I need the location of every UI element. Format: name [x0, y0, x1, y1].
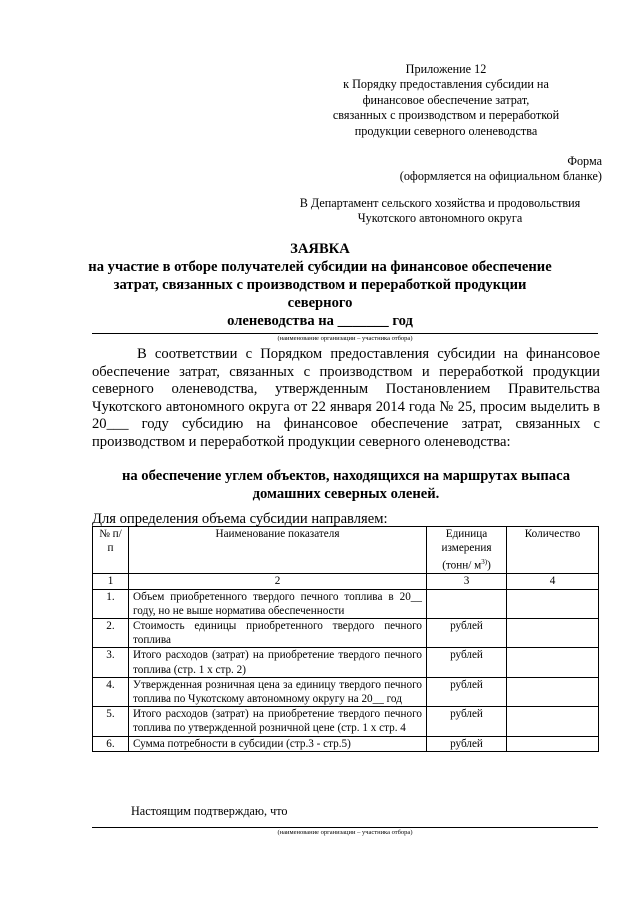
table-intro: Для определения объема субсидии направляем: [92, 511, 388, 527]
form-label: Форма [567, 154, 602, 168]
title-line: на участие в отборе получателей субсидии на финансовое обеспечение [88, 259, 552, 275]
row-name: Сумма потребности в субсидии (стр.3 - стр.5) [129, 736, 427, 751]
table-row [93, 736, 599, 751]
row-unit: рублей [427, 648, 507, 677]
row-qty[interactable] [507, 589, 599, 618]
row-qty[interactable] [507, 618, 599, 647]
table-index-row [93, 574, 599, 589]
index-cell: 1 [93, 574, 129, 589]
row-unit: рублей [427, 736, 507, 751]
confirmation-text: Настоящим подтверждаю, что [131, 804, 288, 818]
table-row [93, 707, 599, 736]
header-unit [427, 527, 507, 574]
row-num: 6. [93, 736, 129, 751]
row-qty[interactable] [507, 736, 599, 751]
header-unit-sup: 3) [481, 558, 488, 567]
title-line: затрат, связанных с производством и переработкой продукции северного [113, 277, 527, 311]
form-note [400, 154, 602, 185]
row-qty[interactable] [507, 648, 599, 677]
appendix-line: финансовое обеспечение затрат, [362, 92, 530, 107]
recipient-line: Чукотского автономного округа [357, 211, 523, 226]
row-unit [427, 589, 507, 618]
row-name: Стоимость единицы приобретенного твердого печного топлива [129, 618, 427, 647]
appendix-header [300, 62, 592, 139]
recipient-line: В Департамент сельского хозяйства и продовольствия [299, 196, 581, 210]
appendix-line: продукции северного оленеводства [354, 123, 538, 138]
title-heading: ЗАЯВКА [290, 241, 350, 257]
document-title [80, 240, 560, 330]
request-paragraph: В соответствии с Порядком предоставления субсидии на финансовое обеспечение затрат, связанных с производством и переработкой продукции северного оленеводства, утвержденным Постановлением Правительства Чукотского автономного округа от 22 января 2014 года № 25, просим выделить в 20___ году субсидию на финансовое обеспечение затрат, связанных с производством и переработкой продукции северного оленеводства: [92, 346, 600, 450]
header-qty: Количество [507, 527, 599, 574]
row-qty[interactable] [507, 707, 599, 736]
table-row [93, 589, 599, 618]
row-num: 5. [93, 707, 129, 736]
row-name: Итого расходов (затрат) на приобретение твердого печного топлива по утвержденной розничной цене (стр. 1 х стр. 4 [129, 707, 427, 736]
title-line: оленеводства на _______ год [227, 313, 413, 329]
header-num: № п/п [93, 527, 129, 574]
row-name: Объем приобретенного твердого печного топлива в 20__ году, но не выше норматива обеспеченности [129, 589, 427, 618]
row-unit: рублей [427, 677, 507, 706]
row-num: 3. [93, 648, 129, 677]
table-row [93, 677, 599, 706]
index-cell: 3 [427, 574, 507, 589]
header-name: Наименование показателя [129, 527, 427, 574]
appendix-line: к Порядку предоставления субсидии на [343, 77, 549, 92]
index-cell: 4 [507, 574, 599, 589]
row-qty[interactable] [507, 677, 599, 706]
appendix-line: Приложение 12 [405, 62, 487, 76]
subsidy-table [92, 526, 599, 752]
header-unit-text: Единица измерения (тонн/ м [441, 528, 492, 573]
org-name-caption-2: (наименование организации – участника отбора) [277, 829, 413, 836]
row-num: 2. [93, 618, 129, 647]
table-row [93, 618, 599, 647]
row-unit: рублей [427, 618, 507, 647]
row-name: Утвержденная розничная цена за единицу твердого печного топлива по Чукотскому автономному округу на 20__ год [129, 677, 427, 706]
org-name-line-2 [92, 827, 598, 828]
table-header-row [93, 527, 599, 574]
header-unit-close: ) [487, 560, 491, 573]
index-cell: 2 [129, 574, 427, 589]
row-unit: рублей [427, 707, 507, 736]
form-note-text: (оформляется на официальном бланке) [399, 169, 602, 184]
subsidy-purpose: на обеспечение углем объектов, находящихся на маршрутах выпаса домашних северных оленей. [121, 468, 571, 502]
recipient-block [280, 196, 600, 227]
row-num: 4. [93, 677, 129, 706]
org-name-caption: (наименование организации – участника отбора) [277, 335, 413, 342]
appendix-line: связанных с производством и переработкой [332, 108, 560, 123]
row-name: Итого расходов (затрат) на приобретение твердого печного топлива (стр. 1 х стр. 2) [129, 648, 427, 677]
row-num: 1. [93, 589, 129, 618]
org-name-line [92, 333, 598, 334]
table-row [93, 648, 599, 677]
